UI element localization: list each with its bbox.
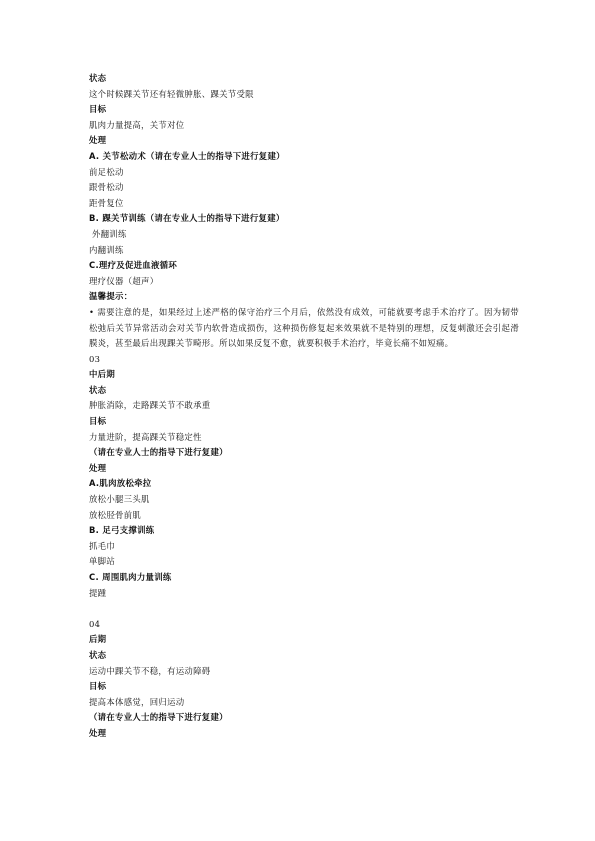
- goal-text: 提高本体感觉，回归运动: [89, 696, 185, 707]
- tip-paragraph: • 需要注意的是，如果经过上述严格的保守治疗三个月后，依然没有成效，可能就要考虑手术治疗了。因为韧带松弛后关节异常活动会对关节内软骨造成损伤，这种损伤修复起来效果就不是特别的理想，反复刺激还会引起滑膜炎，甚至最后出现踝关节畸形。所以如果反复不愈，就要积极手术治疗，毕竟长痛不如短痛。: [89, 306, 519, 349]
- list-item: 前足松动: [89, 166, 124, 177]
- goal-heading: 目标: [89, 104, 107, 115]
- list-item: 单脚站: [89, 556, 116, 567]
- list-item: 距骨复位: [89, 197, 124, 208]
- goal-text: 力量进阶，提高踝关节稳定性: [89, 431, 202, 442]
- status-text: 肿胀消除，走路踝关节不敢承重: [89, 400, 211, 411]
- status-heading: 状态: [89, 384, 107, 395]
- subsection-heading: A. 关节松动术（请在专业人士的指导下进行复建）: [89, 150, 285, 161]
- list-item: 抓毛巾: [89, 540, 116, 551]
- status-text: 这个时候踝关节还有轻微肿胀、踝关节受限: [89, 88, 254, 99]
- subsection-heading: B. 踝关节训练（请在专业人士的指导下进行复建）: [89, 213, 285, 224]
- subsection-heading: C.理疗及促进血液循环: [89, 260, 178, 271]
- goal-text: 肌肉力量提高，关节对位: [89, 119, 185, 130]
- section-number: 04: [89, 618, 101, 629]
- status-heading: 状态: [89, 73, 107, 83]
- list-item: 跟骨松动: [89, 182, 124, 193]
- stage-heading: 中后期: [89, 369, 116, 380]
- tip-heading: 温馨提示：: [89, 291, 133, 302]
- list-item: 内翻训练: [89, 244, 124, 255]
- list-item: 外翻训练: [89, 228, 127, 239]
- status-text: 运动中踝关节不稳，有运动障碍: [89, 665, 211, 676]
- list-item: 放松小腿三头肌: [89, 494, 150, 505]
- subsection-heading: A.肌肉放松牵拉: [89, 478, 152, 489]
- stage-heading: 后期: [89, 634, 107, 645]
- status-heading: 状态: [89, 649, 107, 660]
- document-page: [89, 71, 519, 742]
- list-item: 提踵: [89, 587, 107, 598]
- guidance-note: （请在专业人士的指导下进行复建）: [89, 712, 228, 723]
- treatment-heading: 处理: [89, 462, 107, 473]
- list-item: 理疗仪器（超声）: [89, 275, 159, 286]
- goal-heading: 目标: [89, 416, 107, 427]
- list-item: 放松胫骨前肌: [89, 509, 142, 520]
- blank-line: [89, 601, 519, 617]
- guidance-note: （请在专业人士的指导下进行复建）: [89, 447, 228, 458]
- subsection-heading: B. 足弓支撑训练: [89, 525, 155, 536]
- treatment-heading: 处理: [89, 135, 107, 146]
- section-number: 03: [89, 353, 101, 364]
- subsection-heading: C. 周围肌肉力量训练: [89, 572, 172, 582]
- goal-heading: 目标: [89, 681, 107, 692]
- treatment-heading: 处理: [89, 727, 107, 738]
